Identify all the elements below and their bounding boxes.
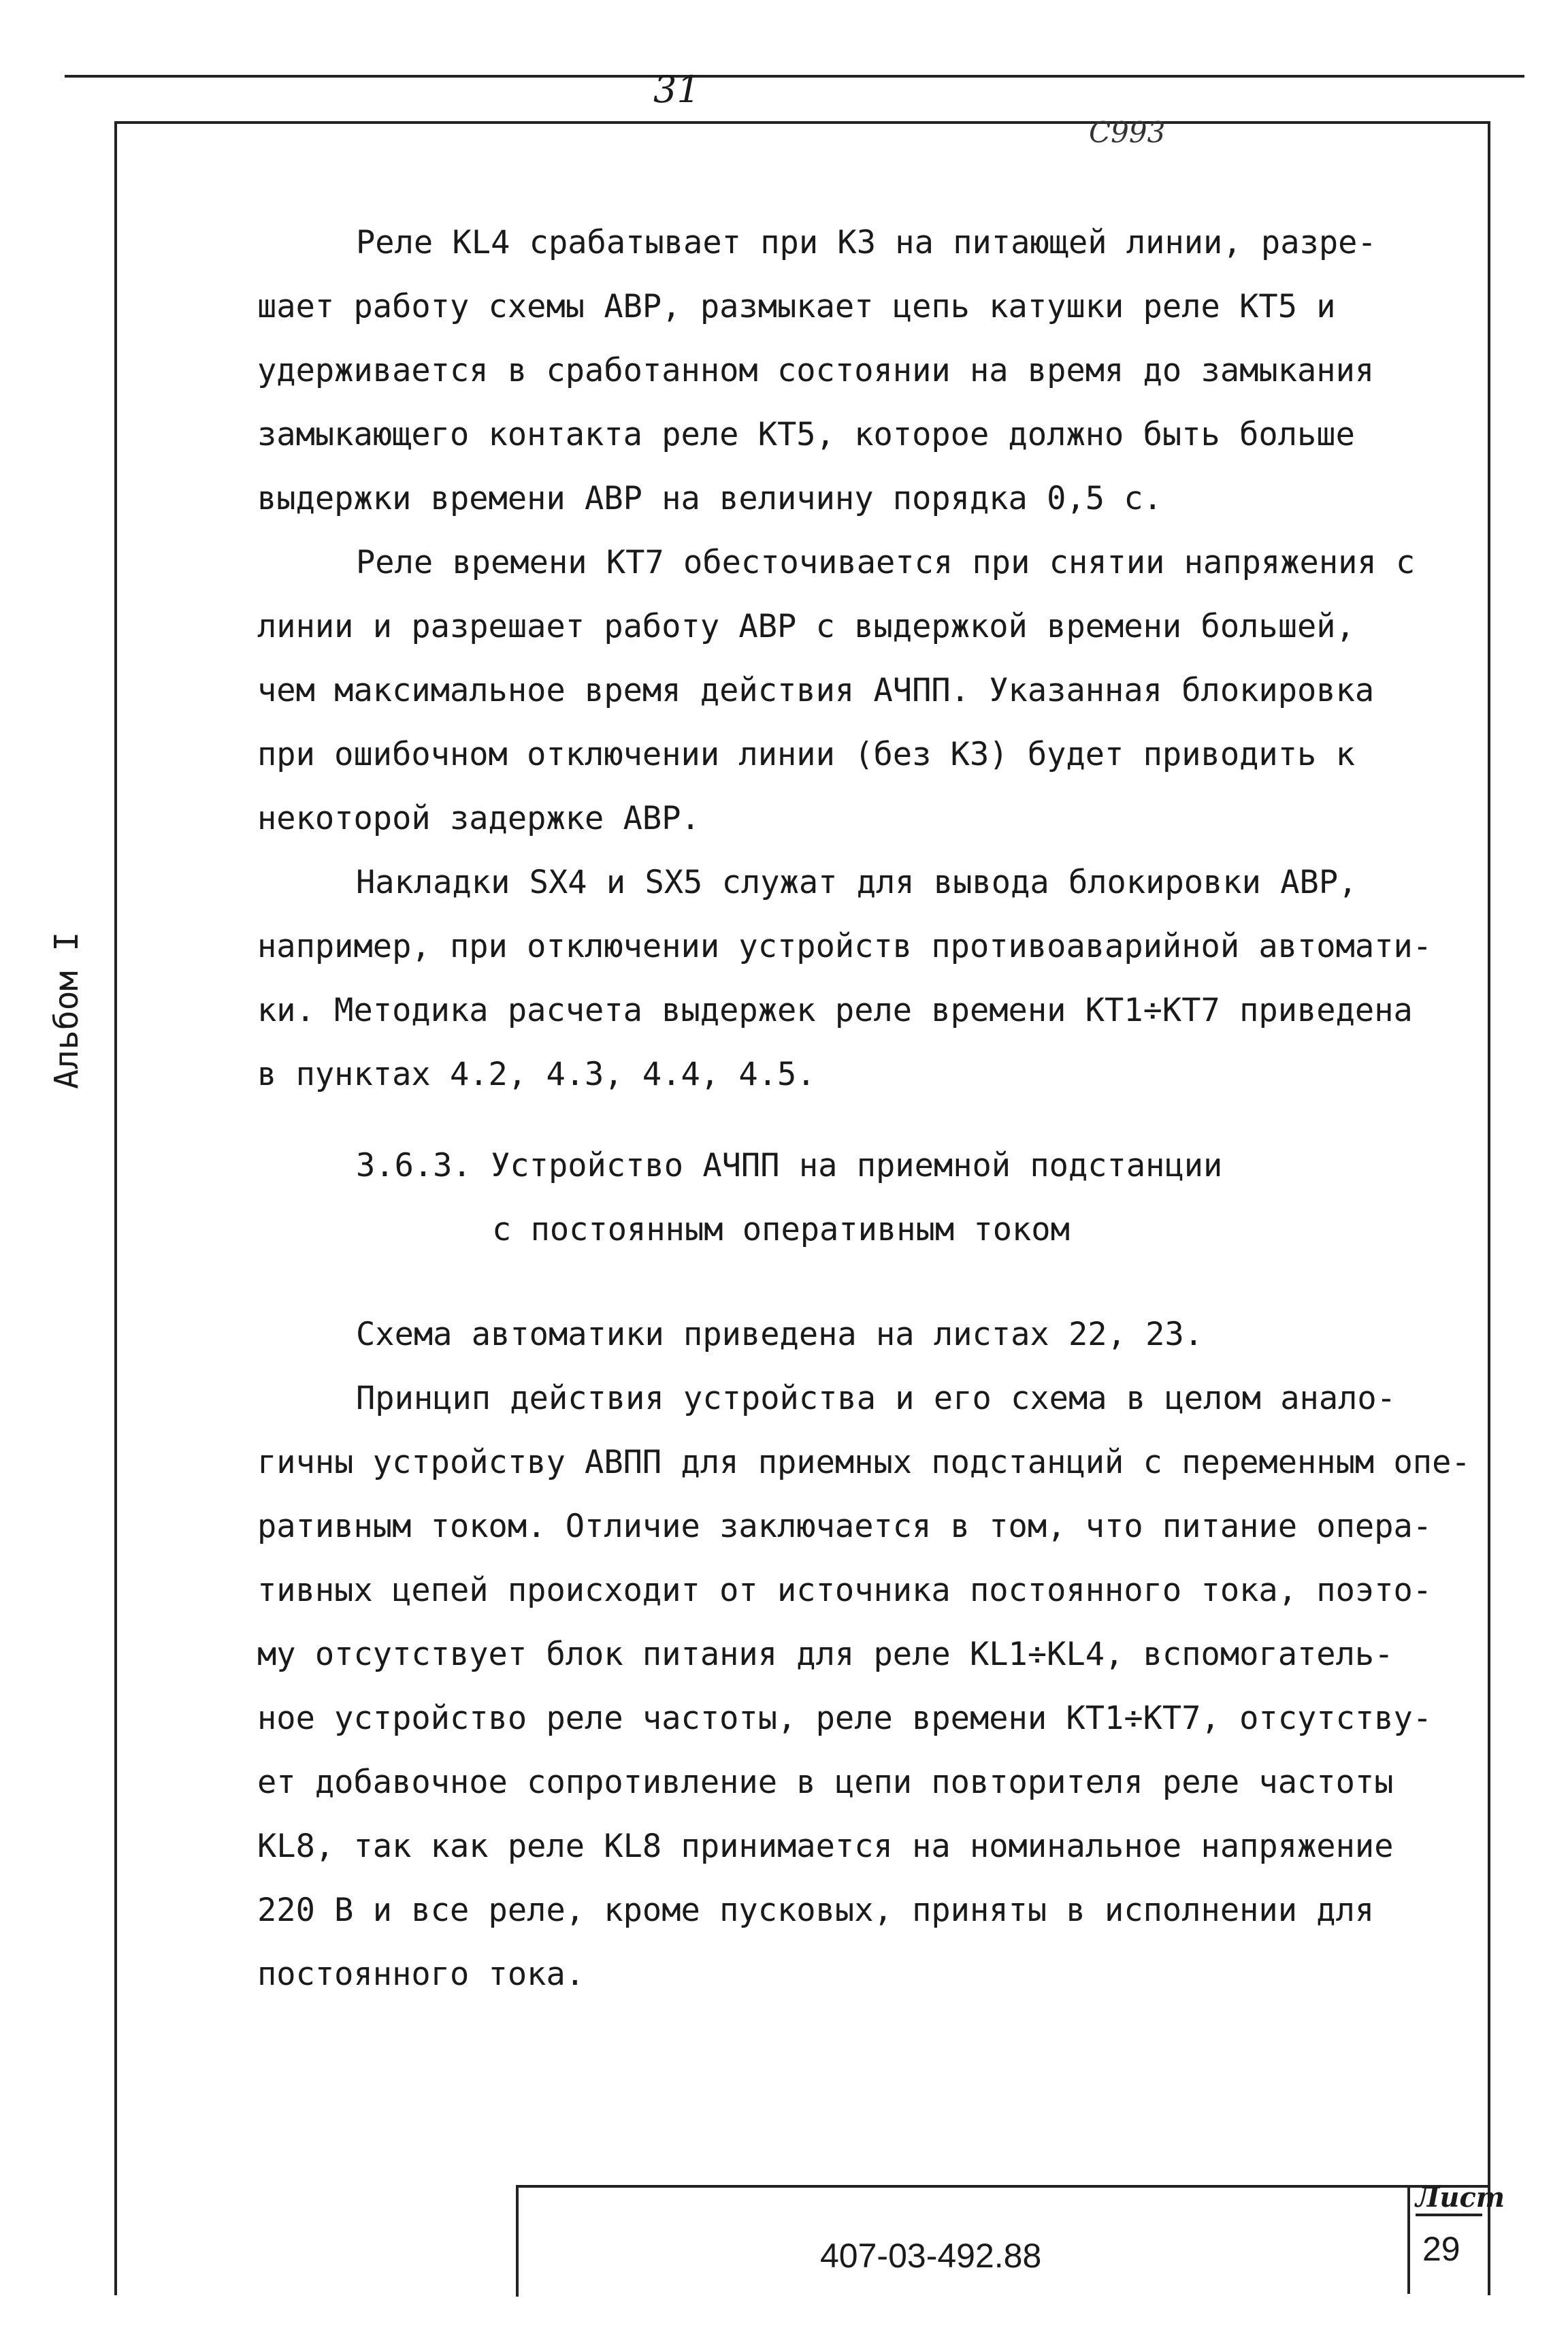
handwritten-reference: С993 (1089, 116, 1166, 149)
document-code: 407-03-492.88 (820, 2237, 1042, 2275)
text-line: например, при отключении устройств противоаварийной автомати- (257, 928, 1433, 965)
text-line: Реле КL4 срабатывает при КЗ на питающей линии, разре- (356, 224, 1377, 261)
text-line: гичны устройству АВПП для приемных подстанций с переменным опе- (257, 1444, 1471, 1481)
sheet-label: Лист (1416, 2182, 1482, 2216)
text-line: шает работу схемы АВР, размыкает цепь катушки реле КТ5 и (257, 288, 1336, 325)
text-line: ет добавочное сопротивление в цепи повторителя реле частоты (257, 1764, 1394, 1801)
heading-line: 3.6.3. Устройство АЧПП на приемной подстанции (356, 1147, 1223, 1184)
text-line: Принцип действия устройства и его схема в целом анало- (356, 1380, 1396, 1417)
text-line: постоянного тока. (257, 1956, 585, 1993)
paragraph-2 (257, 531, 1455, 851)
text-line: выдержки времени АВР на величину порядка 0,5 с. (257, 480, 1162, 517)
text-line: ное устройство реле частоты, реле времени КТ1÷КТ7, отсутству- (257, 1700, 1433, 1737)
text-line: Накладки SX4 и SX5 служат для вывода блокировки АВР, (356, 864, 1358, 901)
text-line: линии и разрешает работу АВР с выдержкой времени большей, (257, 608, 1355, 645)
text-line: 220 В и все реле, кроме пусковых, приняты в исполнении для (257, 1892, 1375, 1929)
text-line: ки. Методика расчета выдержек реле времени КТ1÷КТ7 приведена (257, 992, 1413, 1029)
text-line: ративным током. Отличие заключается в том, что питание опера- (257, 1508, 1433, 1545)
top-rule (65, 75, 1524, 78)
album-label: Альбом I (48, 931, 86, 1089)
document-body (257, 211, 1471, 2007)
text-line: в пунктах 4.2, 4.3, 4.4, 4.5. (257, 1056, 816, 1093)
text-line: тивных цепей происходит от источника постоянного тока, поэто- (257, 1572, 1433, 1609)
paragraph-5 (257, 1367, 1471, 2007)
text-line: Схема автоматики приведена на листах 22, 23. (356, 1316, 1204, 1353)
section-heading (257, 1134, 1455, 1262)
text-line: Реле времени КТ7 обесточивается при снятии напряжения с (356, 544, 1416, 581)
paragraph-3 (257, 851, 1455, 1107)
paragraph-1 (257, 211, 1455, 531)
paragraph-4 (257, 1303, 1455, 1367)
text-line: КL8, так как реле КL8 принимается на номинальное напряжение (257, 1828, 1394, 1865)
text-line: чем максимальное время действия АЧПП. Указанная блокировка (257, 672, 1375, 709)
text-line: некоторой задержке АВР. (257, 800, 700, 837)
text-line: замыкающего контакта реле КТ5, которое должно быть больше (257, 416, 1355, 453)
page-number: 31 (653, 68, 700, 111)
text-line: при ошибочном отключении линии (без КЗ) будет приводить к (257, 736, 1355, 773)
text-line: удерживается в сработанном состоянии на время до замыкания (257, 352, 1375, 389)
heading-line: с постоянным оперативным током (492, 1211, 1070, 1248)
text-line: му отсутствует блок питания для реле КL1÷КL4, вспомогатель- (257, 1636, 1394, 1673)
sheet-number: 29 (1422, 2230, 1460, 2268)
